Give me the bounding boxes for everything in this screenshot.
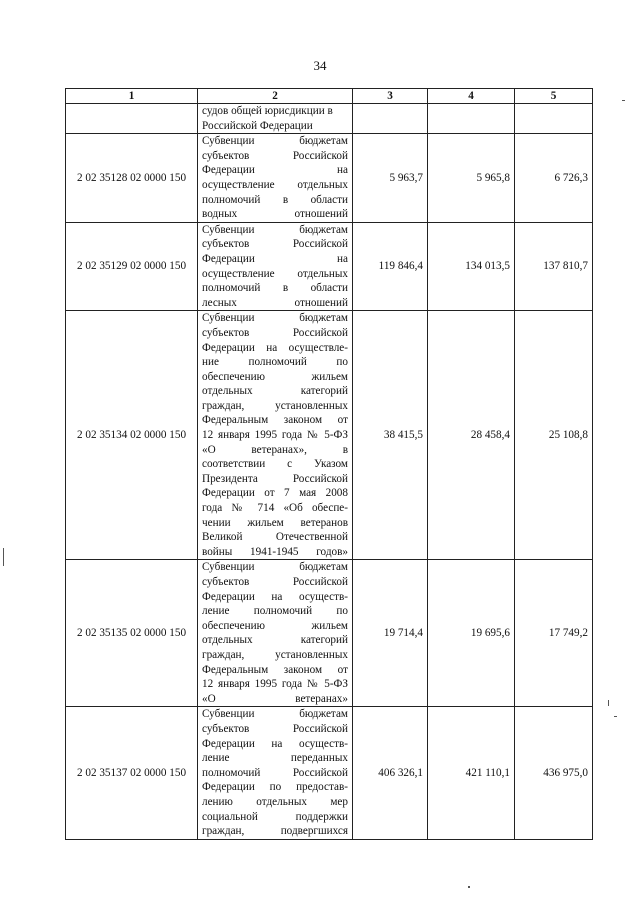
description-line: соответствии с Указом [202, 458, 348, 471]
column-header: 4 [428, 89, 515, 104]
description-line: водных отношений [202, 208, 348, 221]
amount-cell-v5: 436 975,0 [515, 707, 593, 839]
budget-table [65, 88, 593, 840]
amount-cell-v3: 119 846,4 [353, 222, 428, 311]
description-line: субъектов Российской [202, 149, 348, 162]
budget-code-cell: 2 02 35137 02 0000 150 [66, 707, 198, 839]
description-line: чении жильем ветеранов [202, 516, 348, 529]
table-header-row [66, 89, 593, 104]
description-line: осуществление отдельных [202, 267, 348, 280]
amount-cell-v4: 134 013,5 [428, 222, 515, 311]
table-row [66, 222, 593, 311]
description-line: отдельных категорий [202, 634, 348, 647]
scan-speck [468, 886, 470, 888]
description-line: Федерации на осуществ- [202, 737, 348, 750]
description-cell [198, 134, 353, 223]
amount-cell-v4 [428, 104, 515, 134]
description-line: ние полномочий по [202, 356, 348, 369]
description-line: лению отдельных мер [202, 795, 348, 808]
table-row [66, 707, 593, 839]
budget-code-cell: 2 02 35135 02 0000 150 [66, 560, 198, 707]
description-line: судов общей юрисдикции в [202, 105, 333, 117]
table-row [66, 134, 593, 223]
amount-cell-v3: 38 415,5 [353, 311, 428, 560]
column-header: 1 [66, 89, 198, 104]
description-line: субъектов Российской [202, 576, 348, 588]
description-line: войны 1941-1945 годов» [202, 545, 348, 558]
amount-cell-v4: 28 458,4 [428, 311, 515, 560]
scan-speck [3, 548, 4, 566]
description-line: ление переданных [202, 752, 348, 765]
amount-cell-v4: 5 965,8 [428, 134, 515, 223]
description-line: субъектов Российской [202, 326, 348, 339]
column-header: 5 [515, 89, 593, 104]
description-line: Федерации от 7 мая 2008 [202, 487, 348, 500]
description-line: полномочий в области [202, 193, 348, 206]
description-line: граждан, подвергшихся [202, 825, 348, 838]
description-line: субъектов Российской [202, 238, 348, 251]
table-row [66, 104, 593, 134]
description-line: Российской Федерации [202, 119, 313, 132]
amount-cell-v5: 25 108,8 [515, 311, 593, 560]
amount-cell-v3: 406 326,1 [353, 707, 428, 839]
budget-code-cell: 2 02 35134 02 0000 150 [66, 311, 198, 560]
amount-cell-v5: 17 749,2 [515, 560, 593, 707]
description-line: Субвенции бюджетам [202, 223, 348, 236]
description-line: «О ветеранах», в [202, 443, 348, 456]
description-cell [198, 104, 353, 134]
description-line: обеспечению жильем [202, 370, 348, 383]
description-line: Федерации на осуществ- [202, 590, 348, 603]
table-row [66, 311, 593, 560]
description-line: полномочий Российской [202, 766, 348, 779]
budget-code-cell: 2 02 35129 02 0000 150 [66, 222, 198, 311]
description-line: полномочий в области [202, 282, 348, 295]
description-line: Президента Российской [202, 472, 348, 485]
description-line: Великой Отечественной [202, 531, 348, 544]
description-cell [198, 222, 353, 311]
column-header: 2 [198, 89, 353, 104]
description-line: граждан, установленных [202, 648, 348, 661]
description-cell [198, 311, 353, 560]
amount-cell-v5: 137 810,7 [515, 222, 593, 311]
description-line: осуществление отдельных [202, 178, 348, 191]
description-line: субъектов Российской [202, 722, 348, 735]
scan-speck [608, 700, 609, 706]
description-line: 12 января 1995 года № 5-ФЗ [202, 678, 348, 691]
description-cell [198, 707, 353, 839]
amount-cell-v3: 19 714,4 [353, 560, 428, 707]
description-line: отдельных категорий [202, 385, 348, 398]
description-line: лесных отношений [202, 296, 348, 309]
description-line: ление полномочий по [202, 605, 348, 618]
column-header: 3 [353, 89, 428, 104]
description-line: Федеральным законом от [202, 663, 348, 676]
description-line: 12 января 1995 года № 5-ФЗ [202, 429, 348, 442]
description-line: Субвенции бюджетам [202, 708, 348, 721]
scan-speck [622, 100, 625, 101]
description-line: Субвенции бюджетам [202, 561, 348, 574]
amount-cell-v3 [353, 104, 428, 134]
description-line: года № 714 «Об обеспе- [202, 502, 348, 515]
description-line: «О ветеранах» [202, 692, 348, 705]
description-line: Федерации на осуществле- [202, 341, 348, 354]
description-line: Федерации по предостав- [202, 781, 348, 794]
amount-cell-v5: 6 726,3 [515, 134, 593, 223]
scan-speck [614, 716, 617, 717]
description-line: граждан, установленных [202, 399, 348, 412]
description-line: обеспечению жильем [202, 619, 348, 632]
amount-cell-v3: 5 963,7 [353, 134, 428, 223]
table-row [66, 560, 593, 707]
description-line: Федерации на [202, 164, 348, 177]
budget-code-cell: 2 02 35128 02 0000 150 [66, 134, 198, 223]
budget-code-cell [66, 104, 198, 134]
amount-cell-v4: 421 110,1 [428, 707, 515, 839]
description-line: Федеральным законом от [202, 414, 348, 427]
page-number: 34 [313, 58, 327, 73]
description-line: Субвенции бюджетам [202, 135, 348, 148]
description-line: Федерации на [202, 252, 348, 265]
description-line: Субвенции бюджетам [202, 312, 348, 325]
amount-cell-v5 [515, 104, 593, 134]
amount-cell-v4: 19 695,6 [428, 560, 515, 707]
description-cell [198, 560, 353, 707]
description-line: социальной поддержки [202, 810, 348, 823]
